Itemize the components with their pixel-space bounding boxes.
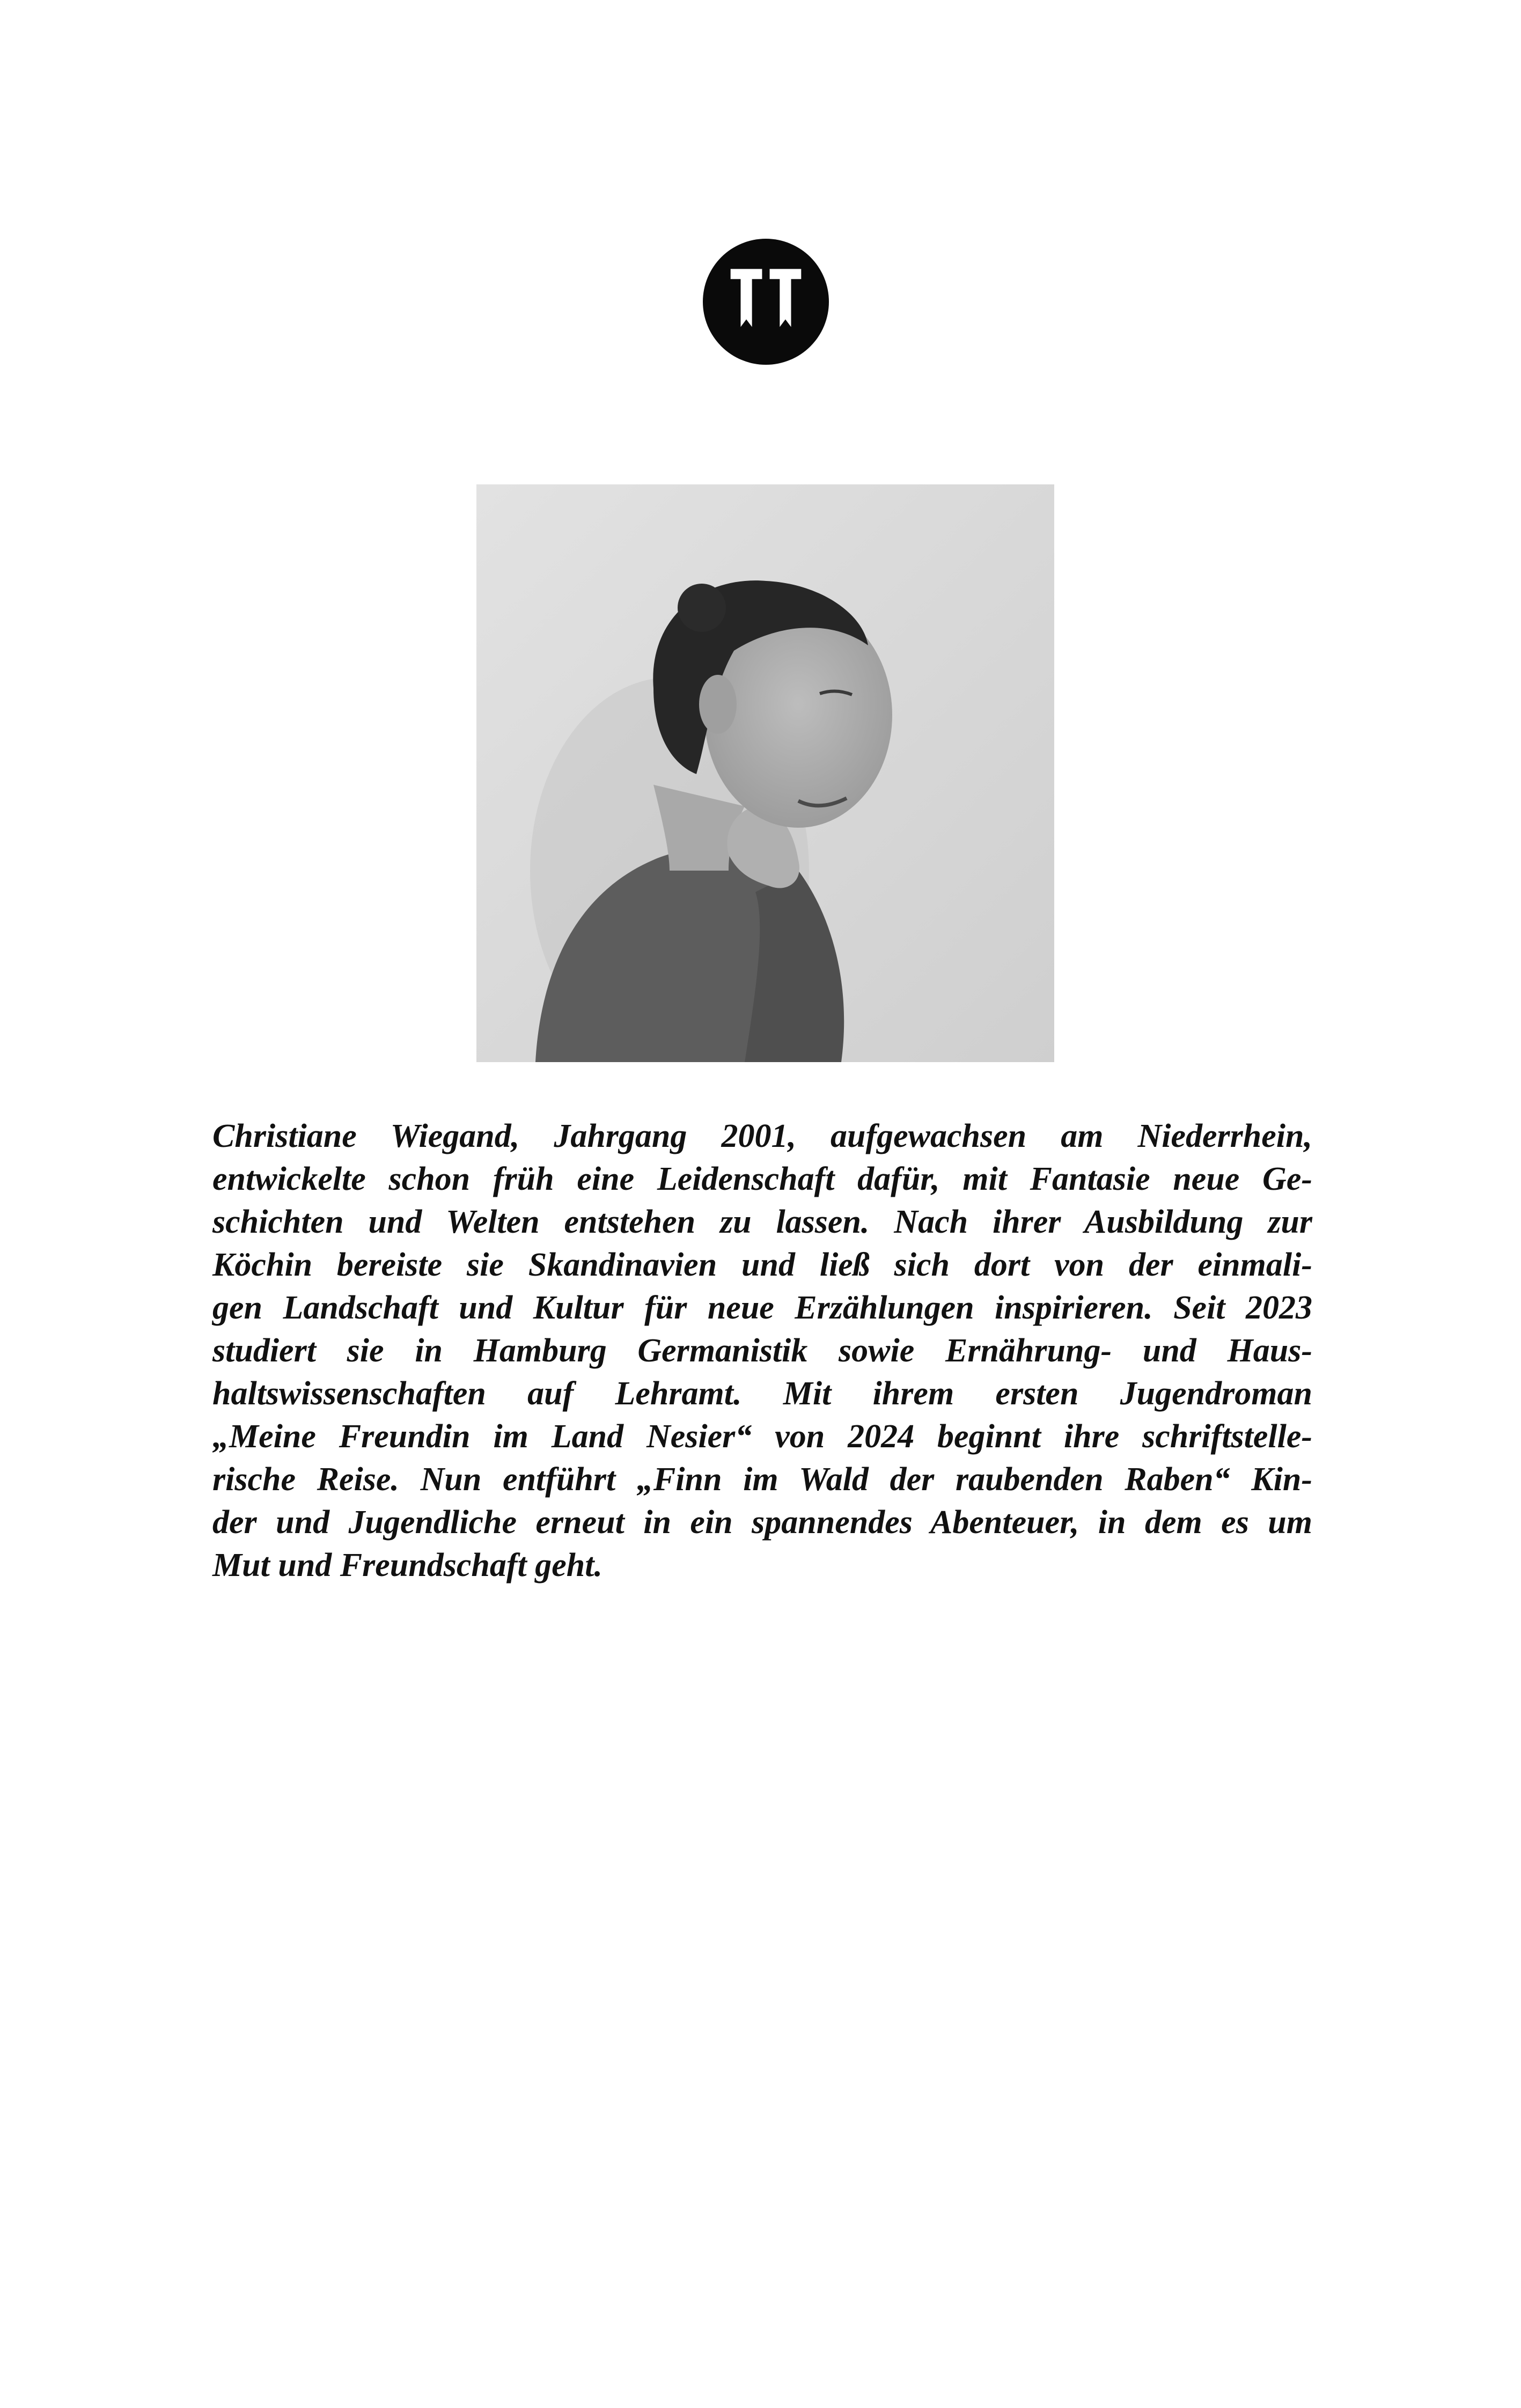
bio-line: Köchin bereiste sie Skandinavien und ließ sich dort von der einmali-: [212, 1247, 1312, 1283]
publisher-logo-icon: [703, 239, 829, 365]
bio-line: haltswissenschaften auf Lehramt. Mit ihrem ersten Jugendroman: [212, 1375, 1312, 1412]
bio-line: gen Landschaft und Kultur für neue Erzählungen inspirieren. Seit 2023: [212, 1290, 1312, 1326]
bio-line: Mut und Freundschaft geht.: [212, 1547, 602, 1584]
bio-line: Christiane Wiegand, Jahrgang 2001, aufgewachsen am Niederrhein,: [212, 1118, 1312, 1154]
bio-line: schichten und Welten entstehen zu lassen. Nach ihrer Ausbildung zur: [212, 1204, 1312, 1240]
bio-line: entwickelte schon früh eine Leidenschaft dafür, mit Fantasie neue Ge-: [212, 1161, 1312, 1197]
bio-line: „Meine Freundin im Land Nesier“ von 2024 beginnt ihre schriftstelle-: [212, 1418, 1312, 1455]
bio-line: rische Reise. Nun entführt „Finn im Wald der raubenden Raben“ Kin-: [212, 1461, 1312, 1498]
author-portrait-photo: [476, 484, 1054, 1062]
bio-line: der und Jugendliche erneut in ein spannendes Abenteuer, in dem es um: [212, 1504, 1312, 1541]
author-biography: [212, 1115, 1312, 1587]
bio-line: studiert sie in Hamburg Germanistik sowie Ernährung- und Haus-: [212, 1332, 1312, 1369]
